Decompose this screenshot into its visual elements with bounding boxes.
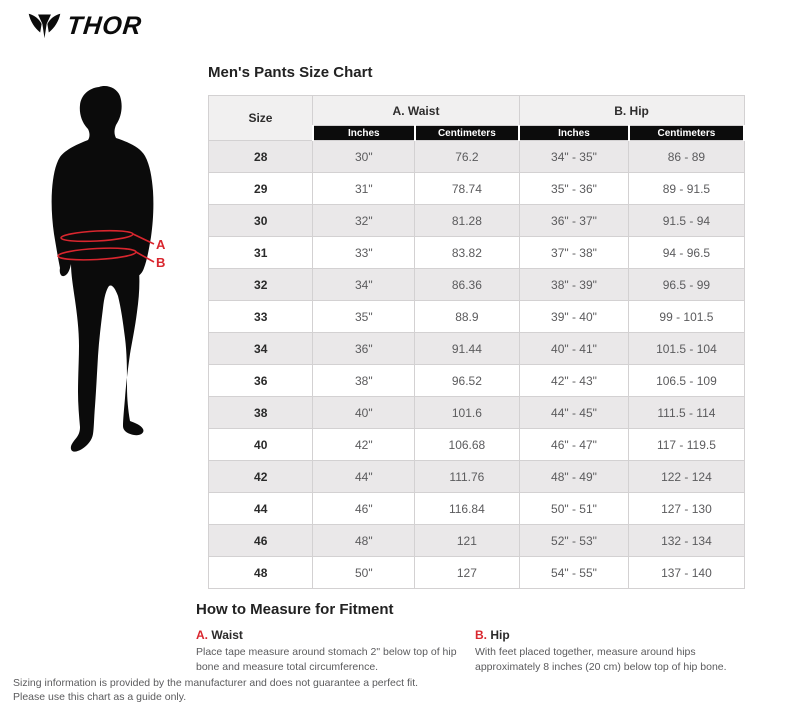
subheader-waist-inches: Inches [313,126,415,141]
cell-waist_cm: 83.82 [415,237,519,269]
cell-hip_in: 52" - 53" [519,525,629,557]
cell-waist_cm: 78.74 [415,173,519,205]
thor-horns-icon [28,11,61,41]
cell-hip_cm: 106.5 - 109 [629,365,744,397]
measure-letter-a: A. [196,628,208,642]
cell-hip_in: 44" - 45" [519,397,629,429]
cell-size: 36 [209,365,313,397]
cell-hip_cm: 122 - 124 [629,461,744,493]
sizing-disclaimer [13,676,418,704]
cell-waist_cm: 88.9 [415,301,519,333]
measure-letter-b: B. [475,628,487,642]
hip-label-b: B [156,255,166,270]
size-chart-table [208,95,745,589]
disclaimer-line-1: Sizing information is provided by the manufacturer and does not guarantee a perfect fit. [13,677,419,689]
subheader-hip-centimeters: Centimeters [629,126,744,141]
brand-wordmark: THOR [65,11,144,40]
subheader-hip-inches: Inches [519,126,629,141]
cell-waist_cm: 127 [415,557,519,589]
table-row [209,205,745,237]
table-row [209,141,745,173]
cell-hip_in: 46" - 47" [519,429,629,461]
cell-size: 31 [209,237,313,269]
cell-size: 38 [209,397,313,429]
measure-desc-waist: Place tape measure around stomach 2" below top of hip bone and measure total circumference. [196,646,457,674]
cell-hip_in: 35" - 36" [519,173,629,205]
cell-size: 33 [209,301,313,333]
cell-waist_in: 40" [313,397,415,429]
cell-waist_in: 32" [313,205,415,237]
cell-waist_in: 38" [313,365,415,397]
size-chart-table-wrap [208,95,745,589]
cell-hip_cm: 111.5 - 114 [629,397,744,429]
cell-size: 28 [209,141,313,173]
cell-size: 42 [209,461,313,493]
disclaimer-line-2: Please use this chart as a guide only. [13,691,187,703]
cell-waist_cm: 106.68 [415,429,519,461]
cell-waist_cm: 101.6 [415,397,519,429]
column-group-waist: A. Waist [313,96,519,126]
cell-hip_in: 54" - 55" [519,557,629,589]
cell-size: 29 [209,173,313,205]
cell-size: 40 [209,429,313,461]
cell-waist_in: 48" [313,525,415,557]
cell-size: 46 [209,525,313,557]
measure-desc-hip: With feet placed together, measure around hips approximately 8 inches (20 cm) below top of hip bone. [475,646,727,674]
table-row [209,493,745,525]
cell-hip_in: 39" - 40" [519,301,629,333]
cell-size: 30 [209,205,313,237]
cell-hip_cm: 94 - 96.5 [629,237,744,269]
table-row [209,301,745,333]
body-silhouette-figure [33,84,185,462]
cell-size: 48 [209,557,313,589]
cell-hip_cm: 137 - 140 [629,557,744,589]
table-row [209,237,745,269]
cell-hip_cm: 86 - 89 [629,141,744,173]
how-to-measure-section [196,601,762,675]
measure-item-hip [475,628,761,675]
cell-hip_cm: 127 - 130 [629,493,744,525]
table-row [209,365,745,397]
cell-hip_cm: 99 - 101.5 [629,301,744,333]
table-row [209,397,745,429]
cell-waist_cm: 91.44 [415,333,519,365]
cell-hip_cm: 91.5 - 94 [629,205,744,237]
cell-waist_in: 30" [313,141,415,173]
cell-hip_in: 40" - 41" [519,333,629,365]
measure-name-waist: Waist [211,628,243,642]
cell-size: 32 [209,269,313,301]
cell-waist_in: 36" [313,333,415,365]
male-silhouette-graphic [33,84,185,462]
table-row [209,333,745,365]
table-row [209,173,745,205]
cell-waist_cm: 121 [415,525,519,557]
table-row [209,525,745,557]
table-row [209,269,745,301]
table-row [209,461,745,493]
cell-size: 44 [209,493,313,525]
cell-size: 34 [209,333,313,365]
cell-waist_in: 50" [313,557,415,589]
cell-hip_cm: 132 - 134 [629,525,744,557]
page-title: Men's Pants Size Chart [208,64,373,81]
cell-waist_in: 46" [313,493,415,525]
waist-label-a: A [156,237,166,252]
cell-hip_cm: 117 - 119.5 [629,429,744,461]
column-header-size: Size [209,96,313,141]
table-row [209,557,745,589]
cell-hip_cm: 96.5 - 99 [629,269,744,301]
thor-logo [28,11,142,41]
cell-hip_cm: 101.5 - 104 [629,333,744,365]
table-row [209,429,745,461]
cell-waist_cm: 96.52 [415,365,519,397]
cell-waist_in: 31" [313,173,415,205]
cell-waist_cm: 86.36 [415,269,519,301]
cell-waist_in: 44" [313,461,415,493]
cell-hip_in: 38" - 39" [519,269,629,301]
measure-item-waist [196,628,468,675]
cell-waist_in: 33" [313,237,415,269]
cell-waist_cm: 111.76 [415,461,519,493]
cell-waist_in: 34" [313,269,415,301]
measure-heading: How to Measure for Fitment [196,601,394,618]
cell-hip_in: 48" - 49" [519,461,629,493]
measure-name-hip: Hip [490,628,510,642]
cell-waist_cm: 116.84 [415,493,519,525]
cell-hip_in: 36" - 37" [519,205,629,237]
cell-waist_in: 42" [313,429,415,461]
cell-hip_in: 42" - 43" [519,365,629,397]
subheader-waist-centimeters: Centimeters [415,126,519,141]
cell-waist_cm: 76.2 [415,141,519,173]
cell-hip_in: 34" - 35" [519,141,629,173]
cell-hip_cm: 89 - 91.5 [629,173,744,205]
cell-waist_cm: 81.28 [415,205,519,237]
cell-hip_in: 50" - 51" [519,493,629,525]
cell-hip_in: 37" - 38" [519,237,629,269]
column-group-hip: B. Hip [519,96,744,126]
cell-waist_in: 35" [313,301,415,333]
